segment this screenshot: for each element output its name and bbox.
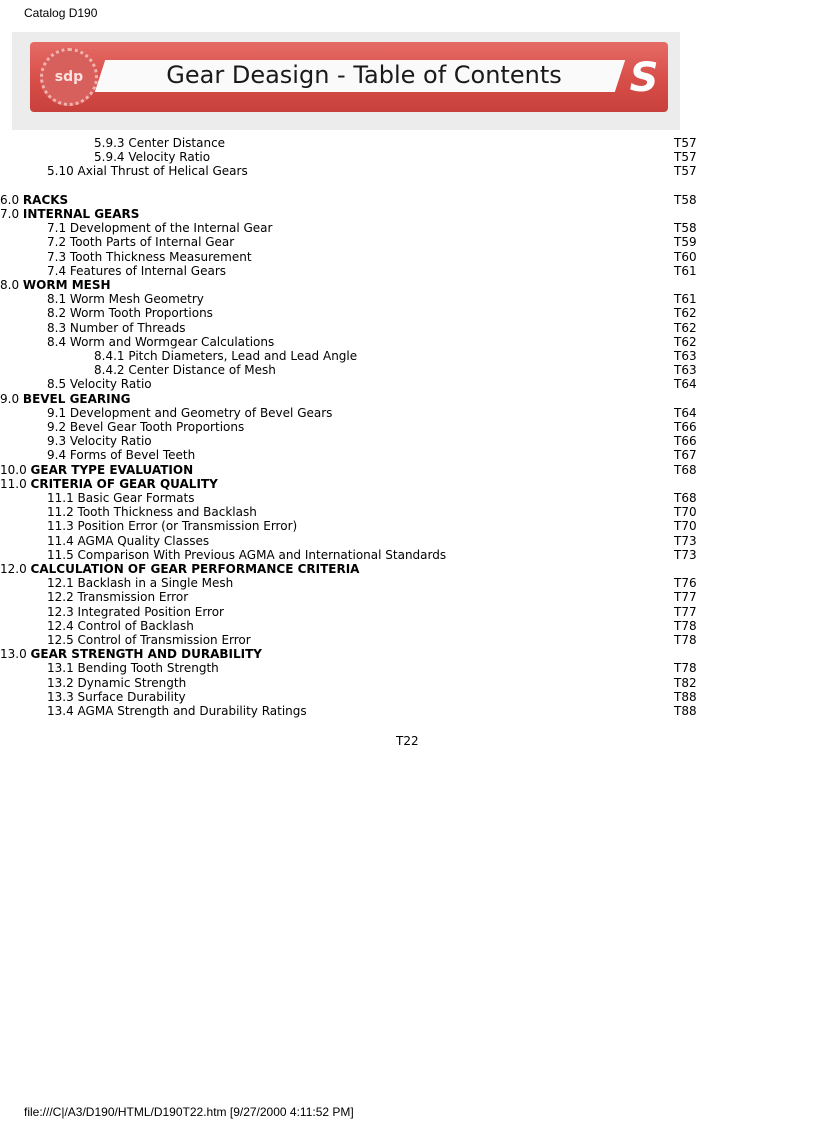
toc-entry[interactable]	[0, 306, 816, 320]
toc-entry-number: 11.5	[47, 547, 74, 562]
toc-entry[interactable]	[0, 690, 816, 704]
toc-entry[interactable]	[0, 335, 816, 349]
toc-entry-page: T78	[674, 661, 697, 676]
toc-entry-title: AGMA Quality Classes	[77, 533, 210, 548]
toc-entry-number: 11.0	[0, 476, 27, 491]
toc-entry-page: T63	[674, 363, 697, 378]
toc-entry-number: 13.1	[47, 661, 74, 676]
toc-entry-page: T62	[674, 320, 697, 335]
toc-entry-title: Integrated Position Error	[77, 604, 224, 619]
toc-entry-page: T78	[674, 618, 697, 633]
toc-entry-label	[47, 221, 272, 235]
toc-entry-page: T58	[674, 192, 697, 207]
toc-entry-label	[0, 647, 262, 661]
toc-entry-number: 11.2	[47, 505, 74, 520]
toc-entry-title: Tooth Parts of Internal Gear	[69, 235, 235, 250]
title-banner	[12, 32, 680, 130]
toc-entry-label	[47, 377, 152, 391]
toc-entry-number: 12.3	[47, 604, 74, 619]
toc-entry-label	[47, 235, 234, 249]
toc-entry-label	[47, 633, 251, 647]
logo-text: sdp	[54, 69, 84, 85]
toc-entry-title: Backlash in a Single Mesh	[77, 576, 234, 591]
toc-entry-number: 12.4	[47, 618, 74, 633]
toc-entry-page: T70	[674, 519, 697, 534]
toc-entry-number: 13.4	[47, 704, 74, 718]
toc-entry-label	[47, 264, 226, 278]
toc-entry[interactable]	[0, 463, 816, 477]
toc-entry-label	[0, 463, 193, 477]
toc-entry[interactable]	[0, 264, 816, 278]
toc-entry-page: T64	[674, 405, 697, 420]
toc-entry-title: Transmission Error	[77, 590, 189, 605]
toc-entry-page: T57	[674, 164, 697, 179]
toc-entry-title: Surface Durability	[77, 689, 186, 704]
toc-entry-number: 8.4	[47, 334, 67, 349]
page-title: Gear Deasign - Table of Contents	[166, 61, 562, 89]
toc-entry-title: Worm Mesh Geometry	[69, 292, 204, 307]
toc-entry-title: AGMA Strength and Durability Ratings	[77, 704, 307, 718]
toc-entry-title: Development of the Internal Gear	[69, 221, 273, 236]
toc-entry[interactable]	[0, 676, 816, 690]
toc-entry[interactable]	[0, 235, 816, 249]
toc-entry[interactable]	[0, 505, 816, 519]
toc-entry-label	[94, 136, 225, 150]
toc-entry-number: 8.0	[0, 278, 20, 292]
toc-entry[interactable]	[0, 164, 816, 178]
toc-entry[interactable]	[0, 519, 816, 533]
toc-entry-title: Position Error (or Transmission Error)	[77, 519, 298, 534]
toc-entry-number: 11.3	[47, 519, 74, 534]
toc-entry[interactable]	[0, 150, 816, 164]
toc-entry-label	[47, 406, 332, 420]
toc-entry-number: 7.3	[47, 249, 67, 264]
toc-entry-number: 5.9.4	[94, 150, 125, 165]
gear-logo-icon	[40, 48, 98, 106]
toc-entry-title: GEAR STRENGTH AND DURABILITY	[30, 647, 262, 662]
toc-entry-number: 9.0	[0, 391, 20, 406]
toc-entry-number: 7.0	[0, 207, 20, 221]
toc-entry-page: T66	[674, 420, 697, 434]
toc-entry-page: T61	[674, 292, 697, 307]
toc-entry-number: 8.1	[47, 292, 67, 307]
toc-entry-number: 9.3	[47, 434, 67, 449]
toc-entry-title: Axial Thrust of Helical Gears	[77, 164, 248, 179]
toc-entry[interactable]	[0, 448, 816, 462]
toc-entry-label	[47, 505, 257, 519]
toc-entry[interactable]	[0, 292, 816, 306]
toc-entry-page: T59	[674, 235, 697, 250]
toc-entry-label	[0, 477, 218, 491]
toc-entry[interactable]	[0, 647, 816, 661]
toc-entry-title: Worm and Wormgear Calculations	[69, 334, 275, 349]
toc-entry[interactable]	[0, 221, 816, 235]
toc-entry-title: Comparison With Previous AGMA and International Standards	[77, 547, 447, 562]
toc-entry[interactable]	[0, 491, 816, 505]
toc-entry-page: T57	[674, 136, 697, 150]
toc-entry-number: 8.4.2	[94, 363, 125, 378]
toc-entry-label	[47, 335, 274, 349]
print-footer: file:///C|/A3/D190/HTML/D190T22.htm [9/27/2000 4:11:52 PM]	[24, 1105, 354, 1119]
toc-entry-page: T77	[674, 604, 697, 619]
toc-entry[interactable]	[0, 434, 816, 448]
toc-entry-label	[47, 292, 204, 306]
toc-entry-title: Velocity Ratio	[69, 377, 152, 392]
toc-entry-number: 10.0	[0, 462, 27, 477]
toc-entry-title: Center Distance	[128, 136, 226, 150]
toc-entry-title: Control of Backlash	[77, 618, 194, 633]
toc-entry[interactable]	[0, 363, 816, 377]
toc-entry-label	[94, 363, 276, 377]
toc-entry-label	[0, 207, 139, 221]
toc-entry-number: 9.1	[47, 405, 67, 420]
toc-entry-number: 7.2	[47, 235, 67, 250]
toc-entry-title: Dynamic Strength	[77, 675, 187, 690]
toc-entry-label	[47, 661, 219, 675]
toc-entry[interactable]	[0, 278, 816, 292]
toc-entry-title: CALCULATION OF GEAR PERFORMANCE CRITERIA	[30, 562, 360, 576]
toc-entry-title: Basic Gear Formats	[77, 491, 195, 505]
toc-entry-number: 11.1	[47, 491, 74, 505]
toc-entry-title: Velocity Ratio	[69, 434, 152, 449]
toc-entry-label	[47, 321, 186, 335]
toc-entry-label	[47, 548, 446, 562]
toc-entry-number: 5.10	[47, 164, 74, 179]
toc-entry-page: T76	[674, 576, 697, 591]
toc-entry-number: 5.9.3	[94, 136, 125, 150]
toc-entry-label	[47, 519, 297, 533]
toc-entry-page: T77	[674, 590, 697, 605]
toc-entry-title: Development and Geometry of Bevel Gears	[69, 405, 333, 420]
toc-entry-title: Velocity Ratio	[128, 150, 211, 165]
toc-entry-title: Center Distance of Mesh	[128, 363, 276, 378]
toc-entry[interactable]	[0, 377, 816, 391]
toc-entry[interactable]	[0, 576, 816, 590]
toc-entry-title: Bending Tooth Strength	[77, 661, 219, 676]
toc-entry-title: Number of Threads	[69, 320, 186, 335]
toc-entry[interactable]	[0, 633, 816, 647]
toc-entry[interactable]	[0, 321, 816, 335]
toc-entry-label	[47, 676, 186, 690]
toc-entry-title: CRITERIA OF GEAR QUALITY	[30, 476, 218, 491]
toc-entry-number: 8.2	[47, 306, 67, 321]
toc-entry-page: T62	[674, 306, 697, 321]
toc-entry-title: GEAR TYPE EVALUATION	[30, 462, 194, 477]
toc-entry-page: T73	[674, 547, 697, 562]
toc-entry-title: Forms of Bevel Teeth	[69, 448, 196, 463]
toc-entry-title: Tooth Thickness and Backlash	[77, 505, 257, 520]
toc-entry-label	[47, 605, 224, 619]
toc-entry[interactable]	[0, 619, 816, 633]
toc-entry-page: T61	[674, 263, 697, 278]
toc-entry-number: 13.2	[47, 675, 74, 690]
toc-entry[interactable]	[0, 562, 816, 576]
toc-entry-label	[47, 704, 307, 718]
page-number: T22	[396, 734, 419, 748]
banner-band	[30, 42, 668, 112]
toc-entry-page: T63	[674, 349, 697, 363]
toc-entry-number: 6.0	[0, 192, 20, 207]
toc-entry-title: Worm Tooth Proportions	[69, 306, 213, 321]
toc-entry[interactable]	[0, 250, 816, 264]
toc-entry[interactable]	[0, 193, 816, 207]
toc-entry-label	[0, 392, 131, 406]
toc-entry-page: T88	[674, 689, 697, 704]
toc-entry-page: T67	[674, 448, 697, 463]
toc-entry-title: BEVEL GEARING	[22, 391, 131, 406]
toc-entry-number: 8.5	[47, 377, 67, 392]
toc-entry-page: T58	[674, 221, 697, 236]
toc-entry-page: T88	[674, 704, 697, 718]
toc-entry-title: INTERNAL GEARS	[22, 207, 140, 221]
toc-entry-title: Pitch Diameters, Lead and Lead Angle	[128, 349, 358, 363]
toc-entry-title: RACKS	[22, 192, 69, 207]
toc-entry-number: 13.0	[0, 647, 27, 662]
toc-entry-page: T82	[674, 675, 697, 690]
toc-entry-label	[0, 193, 68, 207]
toc-entry-label	[47, 250, 252, 264]
print-header: Catalog D190	[24, 6, 98, 20]
s-logo-icon: S	[629, 55, 659, 101]
toc-entry-number: 8.3	[47, 320, 67, 335]
toc-entry-page: T57	[674, 150, 697, 165]
toc-entry-number: 9.4	[47, 448, 67, 463]
toc-entry-number: 12.2	[47, 590, 74, 605]
toc-entry[interactable]	[0, 704, 816, 718]
toc-entry-label	[47, 434, 152, 448]
toc-entry[interactable]	[0, 420, 816, 434]
toc-entry-page: T78	[674, 633, 697, 647]
toc-entry-label	[94, 349, 357, 363]
toc-entry-number: 12.0	[0, 562, 27, 576]
toc-entry[interactable]	[0, 534, 816, 548]
toc-entry-label	[47, 576, 233, 590]
toc-entry-label	[47, 534, 209, 548]
toc-entry-page: T70	[674, 505, 697, 520]
toc-entry-number: 8.4.1	[94, 349, 125, 363]
toc-entry[interactable]	[0, 590, 816, 604]
toc-entry-number: 11.4	[47, 533, 74, 548]
toc-entry-page: T64	[674, 377, 697, 392]
toc-entry-number: 13.3	[47, 689, 74, 704]
toc-entry-label	[47, 448, 195, 462]
toc-entry[interactable]	[0, 548, 816, 562]
toc-entry-label	[47, 619, 194, 633]
toc-entry[interactable]	[0, 392, 816, 406]
toc-entry-page: T66	[674, 434, 697, 449]
toc-entry-number: 12.1	[47, 576, 74, 591]
toc-entry-number: 7.4	[47, 263, 67, 278]
toc-entry[interactable]	[0, 349, 816, 363]
toc-entry[interactable]	[0, 406, 816, 420]
toc-entry-label	[47, 690, 186, 704]
toc-entry-title: Control of Transmission Error	[77, 633, 251, 647]
toc-entry-page: T68	[674, 491, 697, 505]
toc-entry-label	[47, 590, 188, 604]
toc-entry[interactable]	[0, 477, 816, 491]
toc-entry-label	[0, 562, 359, 576]
toc-entry-page: T60	[674, 249, 697, 264]
toc-entry-label	[0, 278, 111, 292]
toc-entry-title: Features of Internal Gears	[69, 263, 226, 278]
toc-entry-page: T62	[674, 334, 697, 349]
toc-entry-title: WORM MESH	[22, 278, 111, 292]
toc-entry-label	[94, 150, 210, 164]
toc-entry-label	[47, 420, 244, 434]
toc-entry-label	[47, 164, 248, 178]
toc-entry-page: T73	[674, 533, 697, 548]
toc-entry-number: 9.2	[47, 420, 67, 434]
toc-entry[interactable]	[0, 605, 816, 619]
toc-entry-label	[47, 491, 194, 505]
toc-entry-number: 7.1	[47, 221, 67, 236]
toc-entry-number: 12.5	[47, 633, 74, 647]
toc-entry[interactable]	[0, 661, 816, 675]
toc-entry[interactable]	[0, 207, 816, 221]
toc-entry-page: T68	[674, 462, 697, 477]
toc-entry-title: Bevel Gear Tooth Proportions	[69, 420, 245, 434]
toc-entry[interactable]	[0, 136, 816, 150]
toc-entry-title: Tooth Thickness Measurement	[69, 249, 252, 264]
toc-entry-label	[47, 306, 213, 320]
